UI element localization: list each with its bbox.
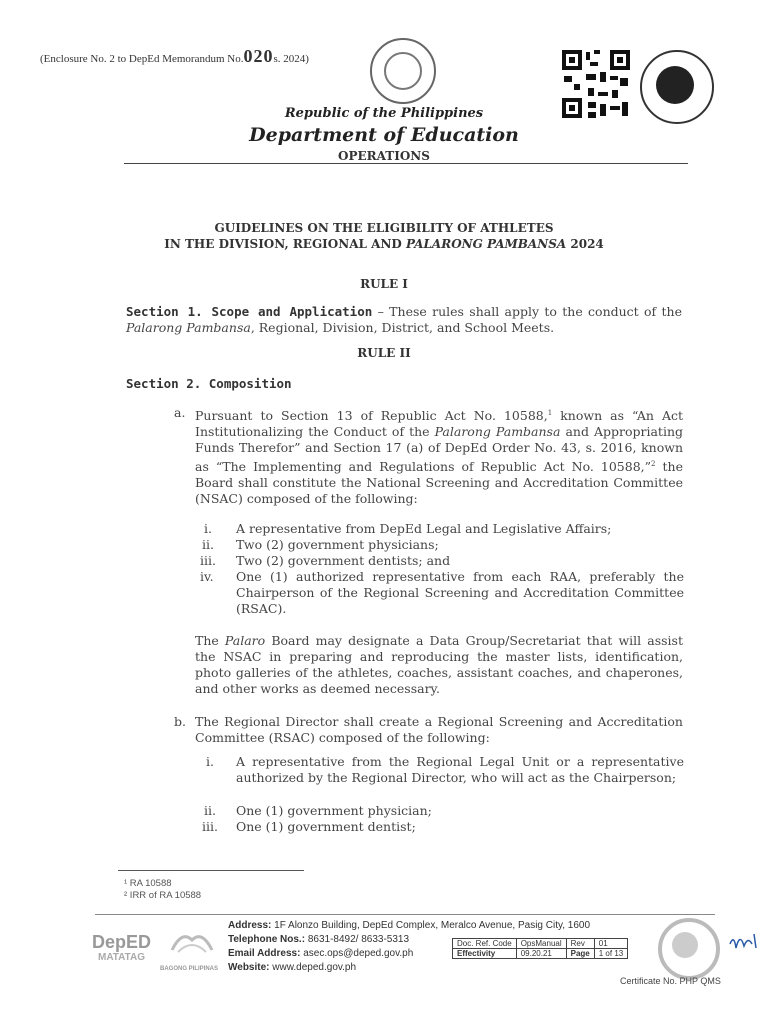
header-divider bbox=[124, 163, 688, 164]
enclosure-prefix: (Enclosure No. 2 to DepEd Memorandum No. bbox=[40, 53, 244, 65]
memo-number: 020 bbox=[243, 46, 274, 66]
footer-website: Website: www.deped.gov.ph bbox=[228, 962, 357, 973]
doc-ref-label: Doc. Ref. Code bbox=[453, 939, 517, 949]
member-text: Two (2) government dentists; and bbox=[236, 553, 451, 568]
deped-seal-icon bbox=[370, 38, 436, 104]
member-num: iii. bbox=[200, 553, 216, 568]
rev-label: Rev bbox=[566, 939, 594, 949]
iso-certification-icon bbox=[658, 918, 720, 980]
footer-divider bbox=[95, 914, 715, 915]
doc-ref-value: OpsManual bbox=[516, 939, 566, 949]
page-label: Page bbox=[566, 949, 594, 959]
matatag-logo: MATATAG bbox=[98, 952, 146, 963]
member-text: Two (2) government physicians; bbox=[236, 537, 439, 552]
footnote-2: ² IRR of RA 10588 bbox=[124, 890, 202, 901]
rule-2-heading: RULE II bbox=[357, 346, 411, 360]
member-num: ii. bbox=[204, 803, 216, 818]
effectivity-value: 09.20.21 bbox=[516, 949, 566, 959]
title-line-1: GUIDELINES ON THE ELIGIBILITY OF ATHLETES bbox=[214, 221, 554, 235]
rev-value: 01 bbox=[594, 939, 627, 949]
enclosure-note bbox=[40, 46, 309, 67]
member-num: ii. bbox=[202, 537, 214, 552]
footer-phone: Telephone Nos.: 8631-8492/ 8633-5313 bbox=[228, 934, 410, 945]
item-b-label: b. bbox=[174, 714, 186, 729]
deped-logo: DepED bbox=[92, 932, 152, 952]
member-num: i. bbox=[206, 754, 214, 769]
certificate-number: Certificate No. PHP QMS bbox=[620, 976, 721, 986]
footnote-divider bbox=[118, 870, 304, 871]
enclosure-suffix: s. 2024) bbox=[273, 53, 309, 65]
section-1-label: Section 1. Scope and Application bbox=[126, 304, 373, 319]
member-text: One (1) government dentist; bbox=[236, 819, 416, 834]
signature-icon bbox=[726, 924, 762, 960]
document-title bbox=[0, 220, 768, 252]
footer-address: Address: 1F Alonzo Building, DepEd Complex, Meralco Avenue, Pasig City, 1600 bbox=[228, 920, 591, 931]
item-a-label: a. bbox=[174, 405, 186, 420]
page-value: 1 of 13 bbox=[594, 949, 627, 959]
item-a-paragraph: Pursuant to Section 13 of Republic Act No. 10588,$^1$ known as “An Act Institutionalizing the Conduct of the Palarong Pambansa and Appropriating Funds Therefor” and Section 17 (a) of DepEd Order No. 43, s. 2016, known as “The Implementing and Regulations of Republic Act No. 10588,”$^2$ the Board shall constitute the National Screening and Accreditation Committee (NSAC) composed of the following: bbox=[195, 408, 684, 507]
republic-line: Republic of the Philippines bbox=[284, 106, 484, 121]
bagong-pilipinas-label: BAGONG PILIPINAS bbox=[160, 966, 219, 972]
footer-email: Email Address: asec.ops@deped.gov.ph bbox=[228, 948, 414, 959]
bagong-pilipinas-icon bbox=[168, 926, 216, 954]
rule-1-heading: RULE I bbox=[360, 277, 408, 291]
member-text: One (1) government physician; bbox=[236, 803, 432, 818]
office-name: OPERATIONS bbox=[338, 149, 430, 163]
member-text: A representative from the Regional Legal Unit or a representative authorized by the Regional Director, who will act as the Chairperson; bbox=[236, 754, 684, 785]
member-num: i. bbox=[204, 521, 212, 536]
doc-control-table bbox=[452, 938, 628, 959]
member-text: A representative from DepEd Legal and Legislative Affairs; bbox=[236, 521, 612, 536]
item-b-paragraph: The Regional Director shall create a Regional Screening and Accreditation Committee (RSAC) composed of the following: bbox=[195, 714, 683, 745]
section-2-label: Section 2. Composition bbox=[126, 376, 292, 391]
member-text: One (1) authorized representative from each RAA, preferably the Chairperson of the Regional Screening and Accreditation Committee (RSAC). bbox=[236, 569, 684, 616]
department-name: Department of Education bbox=[249, 124, 519, 146]
member-num: iv. bbox=[200, 569, 214, 584]
effectivity-label: Effectivity bbox=[453, 949, 517, 959]
member-num: iii. bbox=[202, 819, 218, 834]
title-line-2: IN THE DIVISION, REGIONAL AND PALARONG PAMBANSA 2024 bbox=[164, 237, 604, 251]
section-1-paragraph: Section 1. Scope and Application – These rules shall apply to the conduct of the Palarong Pambansa, Regional, Division, District, and School Meets. bbox=[126, 304, 682, 335]
footnote-1: ¹ RA 10588 bbox=[124, 878, 172, 889]
palaro-board-paragraph: The Palaro Board may designate a Data Group/Secretariat that will assist the NSAC in preparing and reproducing the master lists, identification, photo galleries of the athletes, coaches, assistant coaches, and chaperones, and other works as deemed necessary. bbox=[195, 633, 683, 696]
